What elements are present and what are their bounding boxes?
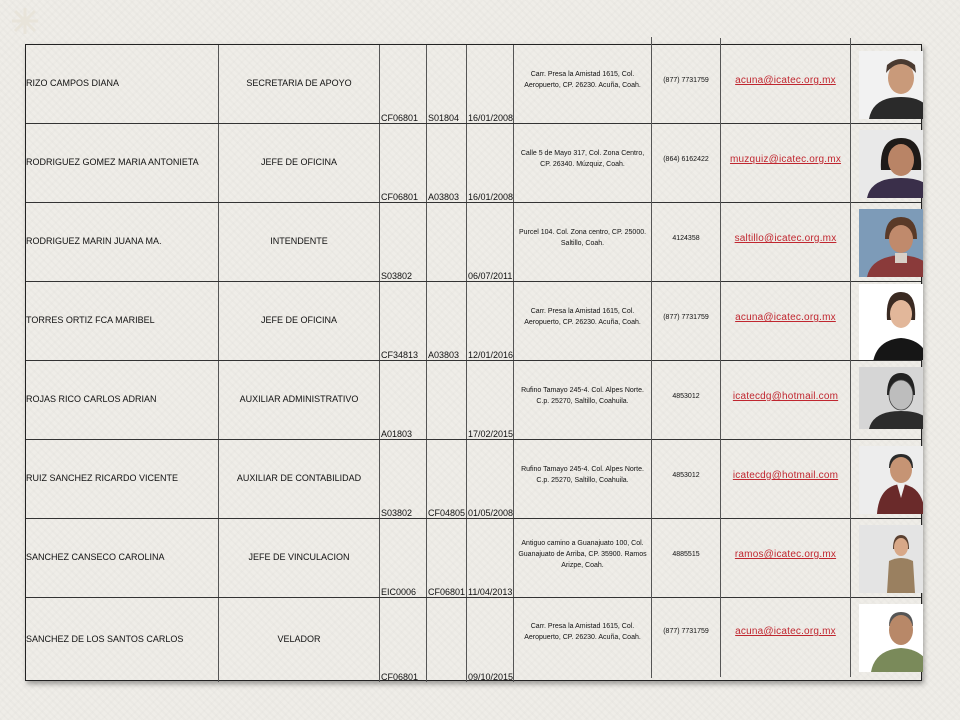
code-cell xyxy=(380,361,427,439)
table-row xyxy=(26,45,921,124)
employee-photo xyxy=(859,284,923,360)
office-phone: (864) 6162422 xyxy=(652,117,721,202)
employee-code-2: A03803 xyxy=(428,192,460,202)
email-cell xyxy=(721,275,851,360)
employee-name: RODRIGUEZ MARIN JUANA MA. xyxy=(26,203,219,281)
email-cell xyxy=(721,38,851,123)
office-phone: (877) 7731759 xyxy=(652,586,721,677)
code-cell xyxy=(380,124,427,202)
employee-name: RODRIGUEZ GOMEZ MARIA ANTONIETA xyxy=(26,124,219,202)
email-cell xyxy=(721,196,851,281)
photo-cell xyxy=(851,440,923,518)
table-row xyxy=(26,598,921,682)
code-cell xyxy=(427,124,467,202)
office-address: Rufino Tamayo 245-4. Col. Alpes Norte. C.p. 25270, Saltillo, Coahuila. xyxy=(514,432,652,518)
hire-date: 16/01/2008 xyxy=(468,192,514,202)
employee-code-1: A01803 xyxy=(381,429,413,439)
photo-cell xyxy=(851,124,923,202)
email-link[interactable]: saltillo@icatec.org.mx xyxy=(734,233,837,244)
office-phone: 4885515 xyxy=(652,512,721,597)
employee-photo xyxy=(859,367,923,429)
hire-date: 09/10/2015 xyxy=(468,672,514,682)
hire-date: 01/05/2008 xyxy=(468,508,514,518)
email-cell xyxy=(721,117,851,202)
slide-corner-mark xyxy=(10,6,40,36)
employee-position: JEFE DE VINCULACION xyxy=(219,519,380,597)
employee-position: AUXILIAR DE CONTABILIDAD xyxy=(219,440,380,518)
code-cell xyxy=(380,440,427,518)
hire-date: 12/01/2016 xyxy=(468,350,514,360)
hire-date: 06/07/2011 xyxy=(468,271,513,281)
employee-name: RUIZ SANCHEZ RICARDO VICENTE xyxy=(26,440,219,518)
employee-position: JEFE DE OFICINA xyxy=(219,124,380,202)
employee-position: SECRETARIA DE APOYO xyxy=(219,45,380,123)
office-address: Carr. Presa la Amistad 1615, Col. Aeropuerto, CP. 26230. Acuña, Coah. xyxy=(514,274,652,360)
hire-date: 16/01/2008 xyxy=(468,113,514,123)
office-address: Carr. Presa la Amistad 1615, Col. Aeropuerto, CP. 26230. Acuña, Coah. xyxy=(514,586,652,678)
office-phone: 4853012 xyxy=(652,433,721,518)
office-phone: (877) 7731759 xyxy=(652,275,721,360)
office-address: Rufino Tamayo 245-4. Col. Alpes Norte. C.p. 25270, Saltillo, Coahuila. xyxy=(514,353,652,439)
email-cell xyxy=(721,433,851,518)
office-address: Antiguo camino a Guanajuato 100, Col. Guanajuato de Arriba, CP. 35900. Ramos Arizpe, Coah. xyxy=(514,511,652,597)
employee-photo xyxy=(859,446,923,514)
employee-photo xyxy=(859,604,923,672)
date-cell xyxy=(467,440,514,518)
employee-position: VELADOR xyxy=(219,598,380,682)
office-phone: 4124358 xyxy=(652,196,721,281)
email-link[interactable]: icatecdg@hotmail.com xyxy=(732,391,839,402)
table-row xyxy=(26,440,921,519)
email-link[interactable]: acuna@icatec.org.mx xyxy=(735,75,836,86)
employee-photo xyxy=(859,51,923,119)
office-address: Purcel 104. Col. Zona centro, CP. 25000. Saltillo, Coah. xyxy=(514,195,652,281)
date-cell xyxy=(467,282,514,360)
employee-position: INTENDENTE xyxy=(219,203,380,281)
employee-position: AUXILIAR ADMINISTRATIVO xyxy=(219,361,380,439)
code-cell xyxy=(380,519,427,597)
table-row xyxy=(26,282,921,361)
employee-code-2: A03803 xyxy=(428,350,460,360)
code-cell xyxy=(427,440,467,518)
date-cell xyxy=(467,124,514,202)
employee-position: JEFE DE OFICINA xyxy=(219,282,380,360)
email-link[interactable]: acuna@icatec.org.mx xyxy=(735,312,836,323)
employee-name: RIZO CAMPOS DIANA xyxy=(26,45,219,123)
code-cell xyxy=(380,45,427,123)
photo-cell xyxy=(851,203,923,281)
email-cell xyxy=(721,354,851,439)
office-address: Carr. Presa la Amistad 1615, Col. Aeropuerto, CP. 26230. Acuña, Coah. xyxy=(514,37,652,123)
employee-code-2: CF06801 xyxy=(428,587,466,597)
employee-code-1: CF34813 xyxy=(381,350,419,360)
employee-name: SANCHEZ DE LOS SANTOS CARLOS xyxy=(26,598,219,682)
employee-photo xyxy=(859,209,923,277)
code-cell xyxy=(380,203,427,281)
code-cell xyxy=(427,598,467,682)
date-cell xyxy=(467,519,514,597)
date-cell xyxy=(467,203,514,281)
photo-cell xyxy=(851,282,923,360)
code-cell xyxy=(427,203,467,281)
date-cell xyxy=(467,361,514,439)
employee-code-1: S03802 xyxy=(381,508,413,518)
code-cell xyxy=(380,598,427,682)
email-cell xyxy=(721,586,851,677)
employee-code-1: EIC0006 xyxy=(381,587,417,597)
date-cell xyxy=(467,598,514,682)
staff-directory-table xyxy=(25,44,922,681)
email-link[interactable]: muzquiz@icatec.org.mx xyxy=(729,154,842,165)
employee-photo xyxy=(859,525,923,593)
employee-name: ROJAS RICO CARLOS ADRIAN xyxy=(26,361,219,439)
code-cell xyxy=(427,45,467,123)
photo-cell xyxy=(851,361,923,439)
employee-name: TORRES ORTIZ FCA MARIBEL xyxy=(26,282,219,360)
code-cell xyxy=(427,282,467,360)
table-row xyxy=(26,361,921,440)
employee-code-1: CF06801 xyxy=(381,672,419,682)
email-link[interactable]: icatecdg@hotmail.com xyxy=(732,470,839,481)
employee-code-1: CF06801 xyxy=(381,113,419,123)
email-cell xyxy=(721,512,851,597)
employee-code-1: CF06801 xyxy=(381,192,419,202)
employee-code-2: CF04805 xyxy=(428,508,466,518)
date-cell xyxy=(467,45,514,123)
photo-cell xyxy=(851,45,923,123)
hire-date: 11/04/2013 xyxy=(468,587,513,597)
office-phone: (877) 7731759 xyxy=(652,38,721,123)
office-address: Calle 5 de Mayo 317, Col. Zona Centro, CP. 26340. Múzquiz, Coah. xyxy=(514,116,652,202)
email-link[interactable]: ramos@icatec.org.mx xyxy=(734,549,837,560)
employee-code-2: S01804 xyxy=(428,113,460,123)
code-cell xyxy=(380,282,427,360)
employee-code-1: S03802 xyxy=(381,271,413,281)
hire-date: 17/02/2015 xyxy=(468,429,514,439)
code-cell xyxy=(427,361,467,439)
photo-cell xyxy=(851,598,923,682)
office-phone: 4853012 xyxy=(652,354,721,439)
email-link[interactable]: acuna@icatec.org.mx xyxy=(735,626,836,637)
photo-cell xyxy=(851,519,923,597)
table-row xyxy=(26,203,921,282)
code-cell xyxy=(427,519,467,597)
table-row xyxy=(26,124,921,203)
employee-name: SANCHEZ CANSECO CAROLINA xyxy=(26,519,219,597)
employee-photo xyxy=(859,130,923,198)
